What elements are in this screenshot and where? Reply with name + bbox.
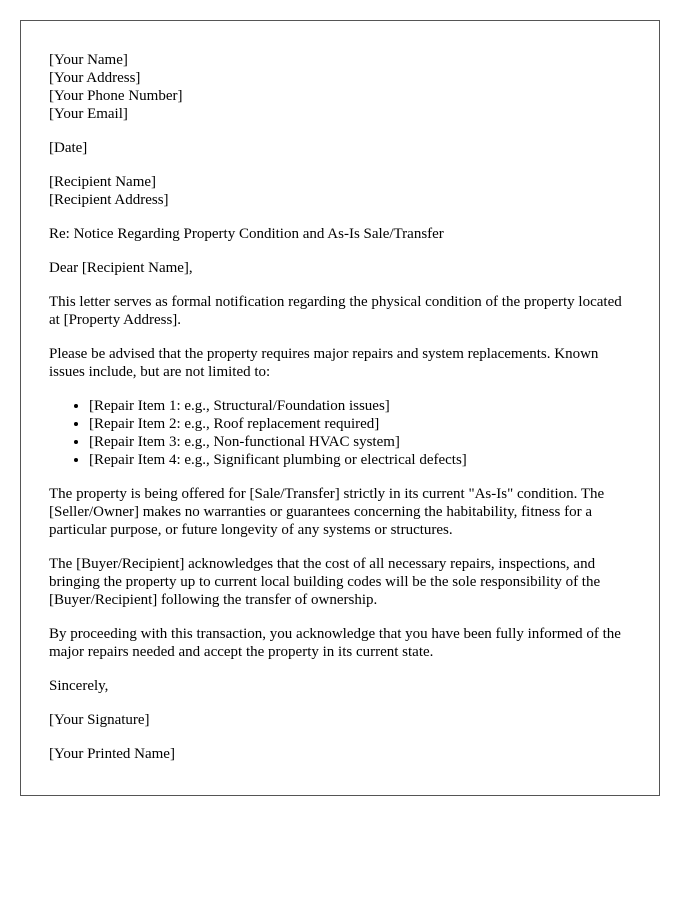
salutation: Dear [Recipient Name], [49, 260, 193, 276]
letter-page [20, 20, 660, 796]
sender-block [49, 51, 631, 123]
sender-address: [Your Address] [49, 70, 141, 86]
letter-date: [Date] [49, 140, 88, 156]
advisory-paragraph: Please be advised that the property requires major repairs and system replacements. Known issues include, but are not limited to: [49, 346, 599, 380]
acknowledgement-paragraph: By proceeding with this transaction, you acknowledge that you have been fully informed of the major repairs needed and accept the property in its current state. [49, 626, 621, 660]
repair-items-list [49, 397, 631, 469]
responsibility-paragraph: The [Buyer/Recipient] acknowledges that the cost of all necessary repairs, inspections, and bringing the property up to current local building codes will be the sole responsibility of the [Buyer/Recipient] following the transfer of ownership. [49, 556, 601, 608]
subject-line: Re: Notice Regarding Property Condition and As-Is Sale/Transfer [49, 226, 444, 242]
printed-name-placeholder: [Your Printed Name] [49, 746, 175, 762]
recipient-block [49, 173, 631, 209]
valediction: Sincerely, [49, 678, 109, 694]
recipient-address: [Recipient Address] [49, 192, 169, 208]
date-block [49, 139, 631, 157]
as-is-paragraph: The property is being offered for [Sale/Transfer] strictly in its current "As-Is" condition. The [Seller/Owner] makes no warranties or guarantees concerning the habitability, fitness for a particular purpose, or future longevity of any systems or structures. [49, 486, 605, 538]
recipient-name: [Recipient Name] [49, 174, 157, 190]
intro-paragraph: This letter serves as formal notification regarding the physical condition of the property located at [Property Address]. [49, 294, 622, 328]
sender-name: [Your Name] [49, 52, 128, 68]
list-item: • [Repair Item 4: e.g., Significant plumbing or electrical defects] [89, 451, 631, 469]
list-item: • [Repair Item 3: e.g., Non-functional HVAC system] [89, 433, 631, 451]
sender-email: [Your Email] [49, 106, 128, 122]
list-item: • [Repair Item 2: e.g., Roof replacement required] [89, 415, 631, 433]
list-item: • [Repair Item 1: e.g., Structural/Foundation issues] [89, 397, 631, 415]
signature-placeholder: [Your Signature] [49, 712, 150, 728]
sender-phone: [Your Phone Number] [49, 88, 183, 104]
